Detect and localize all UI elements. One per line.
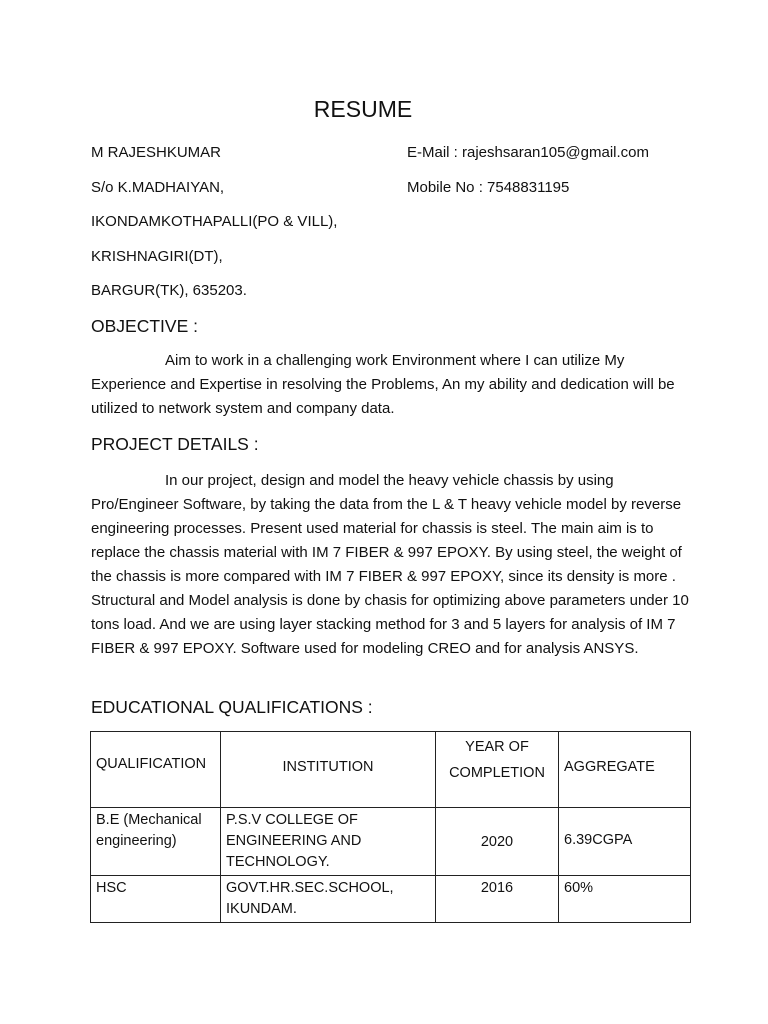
table-row — [91, 876, 691, 923]
row-qualification: HSC — [91, 876, 221, 923]
address-line-1: IKONDAMKOTHAPALLI(PO & VILL), — [91, 213, 338, 230]
header-year-line2: COMPLETION — [449, 765, 545, 781]
table-row — [91, 808, 691, 876]
table-header-row — [91, 732, 691, 808]
row-institution: GOVT.HR.SEC.SCHOOL, IKUNDAM. — [221, 876, 436, 923]
header-institution: INSTITUTION — [221, 732, 436, 808]
applicant-name: M RAJESHKUMAR — [91, 144, 222, 161]
objective-heading: OBJECTIVE : — [91, 316, 198, 336]
row-qualification: B.E (Mechanical engineering) — [91, 808, 221, 876]
row-aggregate: 60% — [559, 876, 691, 923]
header-year — [436, 732, 559, 808]
row-aggregate: 6.39CGPA — [559, 808, 691, 876]
row-institution: P.S.V COLLEGE OF ENGINEERING AND TECHNOLOGY. — [221, 808, 436, 876]
father-name: S/o K.MADHAIYAN, — [91, 179, 225, 196]
education-heading: EDUCATIONAL QUALIFICATIONS : — [91, 697, 373, 717]
address-line-2: KRISHNAGIRI(DT), — [91, 248, 223, 265]
row-year: 2016 — [436, 876, 559, 923]
project-text: In our project, design and model the heavy vehicle chassis by using Pro/Engineer Software, by taking the data from the L & T heavy vehicle model by reverse engineering processes. Present used material for chassis is steel. The main aim is to replace the chassis material with IM 7 FIBER & 997 EPOXY. By using steel, the weight of the chassis is more compared with IM 7 FIBER & 997 EPOXY, since its density is more . Structural and Model analysis is done by chasis for optimizing above parameters under 10 tons load. And we are using layer stacking method for 3 and 5 layers for analysis of IM 7 FIBER & 997 EPOXY. Software used for modeling CREO and for analysis ANSYS. — [91, 472, 689, 657]
header-qualification: QUALIFICATION — [91, 732, 221, 808]
objective-text: Aim to work in a challenging work Environment where I can utilize My Experience and Expertise in resolving the Problems, An my ability and dedication will be utilized to network system and company data. — [91, 352, 675, 417]
page-title: RESUME — [313, 96, 413, 122]
email-line: E-Mail : rajeshsaran105@gmail.com — [407, 144, 649, 161]
header-year-line1: YEAR OF — [465, 739, 529, 755]
mobile-line: Mobile No : 7548831195 — [407, 179, 570, 196]
education-table — [90, 731, 691, 923]
project-heading: PROJECT DETAILS : — [91, 434, 259, 454]
row-year: 2020 — [436, 808, 559, 876]
address-line-3: BARGUR(TK), 635203. — [91, 282, 247, 299]
header-aggregate: AGGREGATE — [559, 732, 691, 808]
